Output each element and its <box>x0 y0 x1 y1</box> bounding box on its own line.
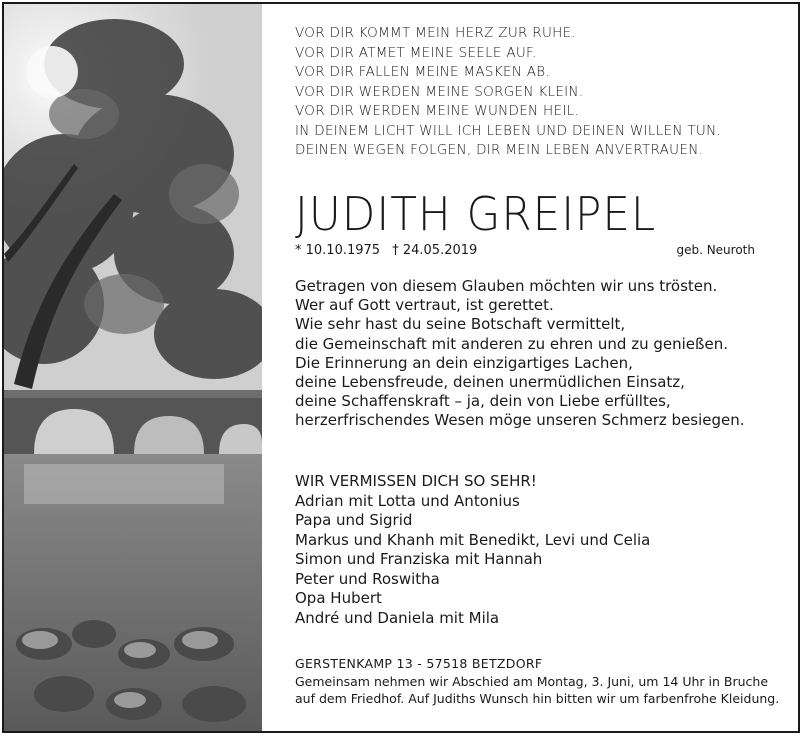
tribute-line: herzerfrischendes Wesen möge unseren Schmerz besiegen. <box>295 411 745 430</box>
mourners-list <box>295 472 765 628</box>
mourner: Markus und Khanh mit Benedikt, Levi und Celia <box>295 530 651 549</box>
mourner: André und Daniela mit Mila <box>295 608 500 627</box>
tribute-line: Wie sehr hast du seine Botschaft vermittelt, <box>295 315 626 334</box>
address: GERSTENKAMP 13 - 57518 BETZDORF <box>295 656 543 671</box>
bridge-river-photo <box>4 4 262 731</box>
funeral-line: Gemeinsam nehmen wir Abschied am Montag, 3. Juni, um 14 Uhr in Bruche <box>295 674 769 689</box>
poem-line: DEINEN WEGEN FOLGEN, DIR MEIN LEBEN ANVERTRAUEN. <box>295 142 704 158</box>
poem-line: VOR DIR ATMET MEINE SEELE AUF. <box>295 44 537 61</box>
mourner: Papa und Sigrid <box>295 511 413 529</box>
tribute-line: Getragen von diesem Glauben möchten wir uns trösten. <box>295 277 718 295</box>
maiden-name: geb. Neuroth <box>676 243 755 257</box>
tribute-line: deine Schaffenskraft – ja, dein von Liebe erfülltes, <box>295 392 671 411</box>
life-dates <box>295 243 477 258</box>
poem-line: VOR DIR WERDEN MEINE WUNDEN HEIL. <box>295 103 580 119</box>
tribute-text <box>295 277 765 431</box>
mourner: Opa Hubert <box>295 589 382 607</box>
mourner: Adrian mit Lotta und Antonius <box>295 491 520 510</box>
mourner: Simon und Franziska mit Hannah <box>295 550 543 568</box>
mourner: Peter und Roswitha <box>295 569 440 588</box>
funeral-info <box>295 674 780 707</box>
birth-date: * 10.10.1975 <box>295 243 381 258</box>
poem-line: VOR DIR WERDEN MEINE SORGEN KLEIN. <box>295 83 584 100</box>
poem-line: VOR DIR FALLEN MEINE MASKEN AB. <box>295 64 551 80</box>
poem <box>295 24 765 161</box>
poem-line: VOR DIR KOMMT MEIN HERZ ZUR RUHE. <box>295 25 577 41</box>
death-date: † 24.05.2019 <box>392 243 478 258</box>
tribute-line: deine Lebensfreude, deinen unermüdlichen Einsatz, <box>295 373 685 392</box>
tribute-line: Die Erinnerung an dein einzigartiges Lachen, <box>295 353 633 372</box>
deceased-name: JUDITH GREIPEL <box>295 187 657 241</box>
tribute-line: Wer auf Gott vertraut, ist gerettet. <box>295 296 554 315</box>
poem-line: IN DEINEM LICHT WILL ICH LEBEN UND DEINEN WILLEN TUN. <box>295 122 722 139</box>
funeral-line: auf dem Friedhof. Auf Judiths Wunsch hin bitten wir um farbenfrohe Kleidung. <box>295 690 780 706</box>
mourners-heading: WIR VERMISSEN DICH SO SEHR! <box>295 472 537 490</box>
tribute-line: die Gemeinschaft mit anderen zu ehren und zu genießen. <box>295 334 728 353</box>
